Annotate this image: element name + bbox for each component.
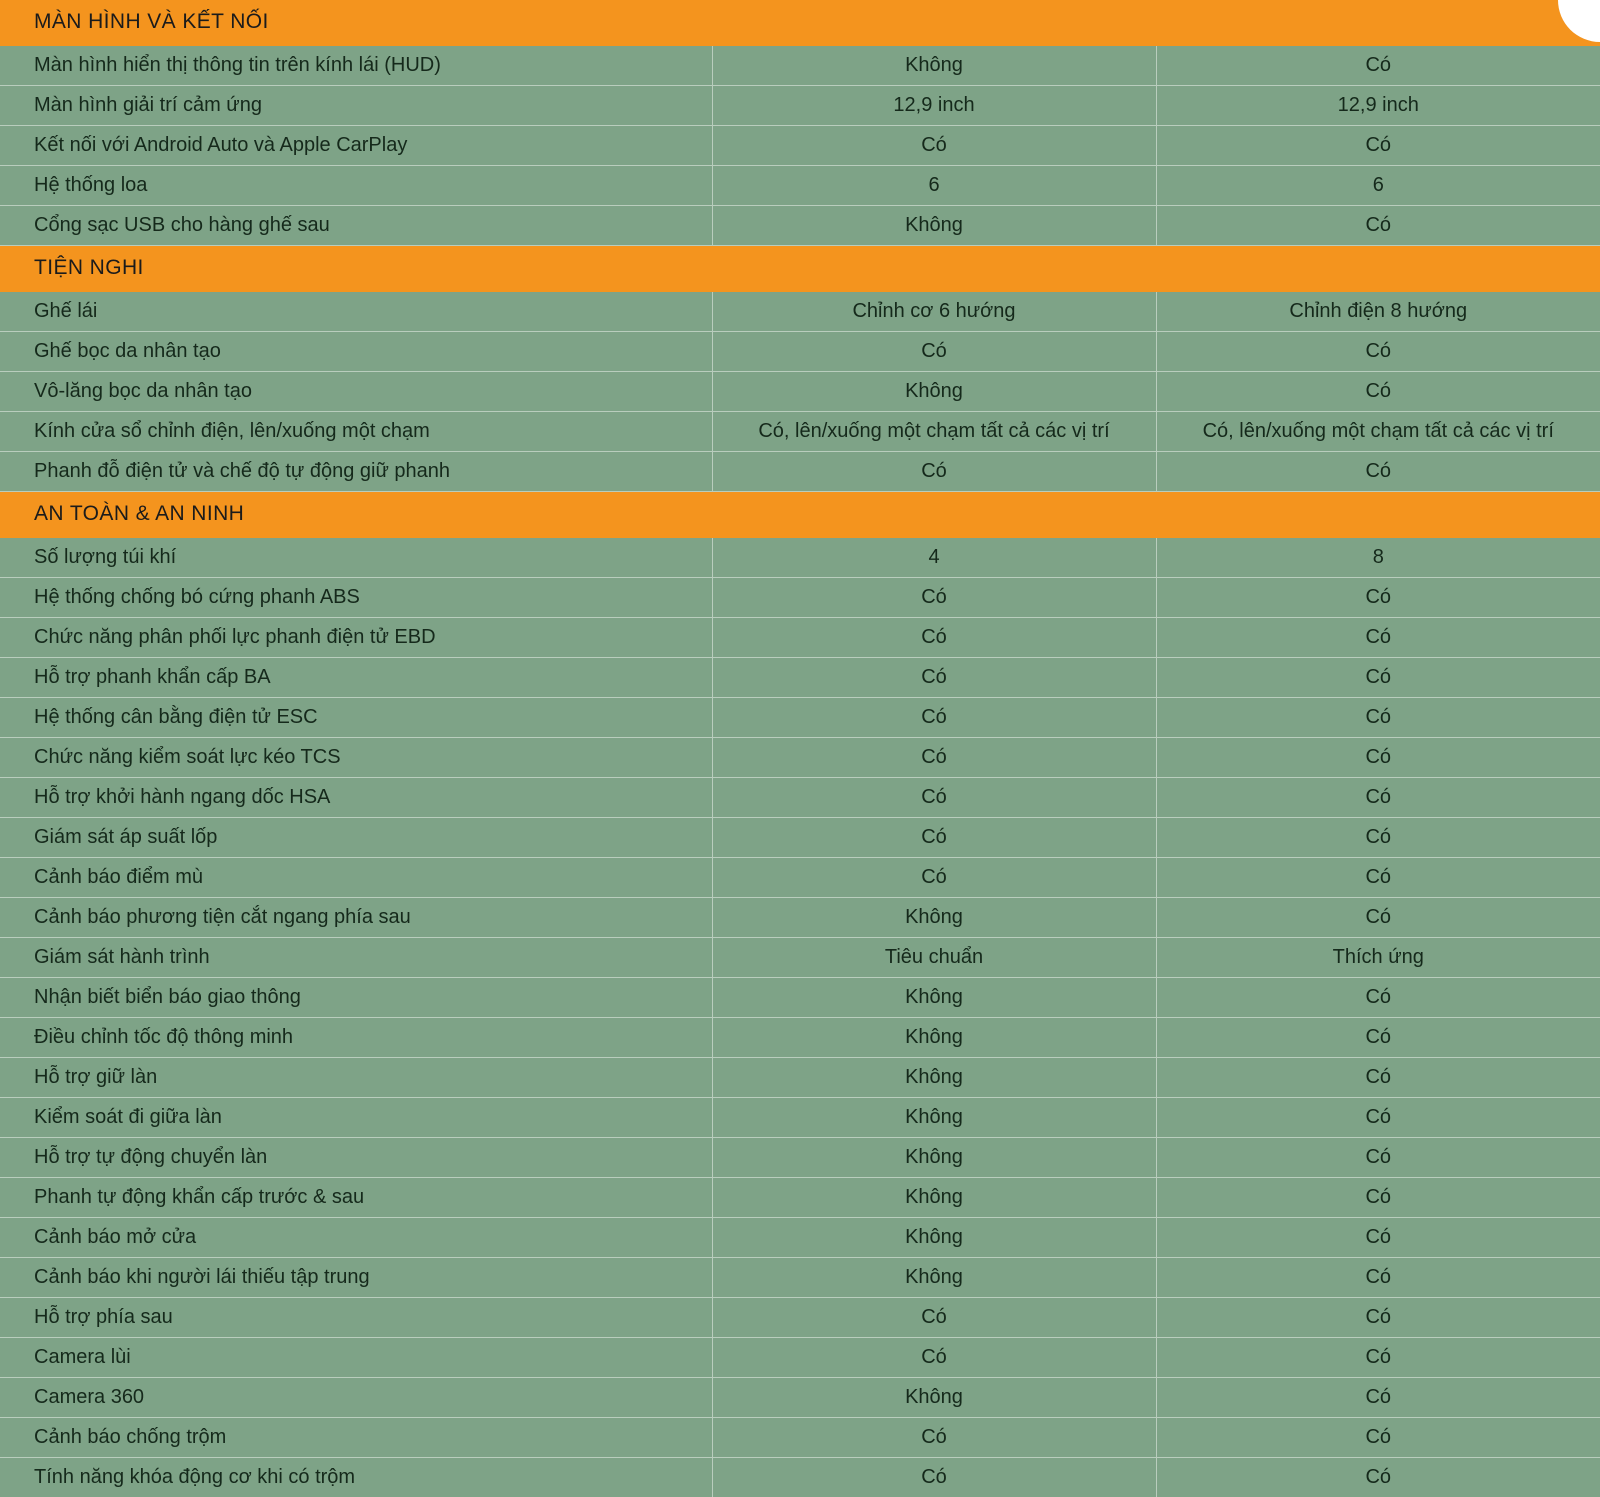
- section-heading-spacer: [712, 492, 1156, 539]
- variant-1-value: Không: [712, 1138, 1156, 1178]
- variant-1-value: Không: [712, 1058, 1156, 1098]
- feature-label: Kiểm soát đi giữa làn: [0, 1098, 712, 1138]
- feature-label: Cảnh báo phương tiện cắt ngang phía sau: [0, 898, 712, 938]
- table-row: [0, 578, 1600, 618]
- feature-label: Màn hình giải trí cảm ứng: [0, 86, 712, 126]
- variant-1-value: Không: [712, 1098, 1156, 1138]
- table-row: [0, 858, 1600, 898]
- variant-2-value: Có: [1156, 206, 1600, 246]
- table-row: [0, 452, 1600, 492]
- table-row: [0, 778, 1600, 818]
- variant-2-value: Có: [1156, 372, 1600, 412]
- variant-1-value: 4: [712, 538, 1156, 578]
- variant-1-value: Không: [712, 1258, 1156, 1298]
- variant-1-value: Có: [712, 778, 1156, 818]
- variant-2-value: Có: [1156, 1138, 1600, 1178]
- variant-1-value: Có: [712, 1338, 1156, 1378]
- feature-label: Hỗ trợ khởi hành ngang dốc HSA: [0, 778, 712, 818]
- table-row: [0, 938, 1600, 978]
- feature-label: Giám sát áp suất lốp: [0, 818, 712, 858]
- table-row: [0, 86, 1600, 126]
- variant-1-value: Có: [712, 618, 1156, 658]
- feature-label: Nhận biết biển báo giao thông: [0, 978, 712, 1018]
- feature-label: Hệ thống loa: [0, 166, 712, 206]
- table-row: [0, 1138, 1600, 1178]
- variant-1-value: Không: [712, 1018, 1156, 1058]
- feature-label: Cảnh báo chống trộm: [0, 1418, 712, 1458]
- variant-2-value: Có: [1156, 126, 1600, 166]
- variant-2-value: Có: [1156, 738, 1600, 778]
- variant-2-value: Có: [1156, 1418, 1600, 1458]
- section-heading-label: MÀN HÌNH VÀ KẾT NỐI: [0, 0, 712, 46]
- section-heading-spacer: [1156, 492, 1600, 539]
- table-row: [0, 372, 1600, 412]
- variant-1-value: Có: [712, 818, 1156, 858]
- feature-label: Cảnh báo điểm mù: [0, 858, 712, 898]
- table-row: [0, 1178, 1600, 1218]
- variant-1-value: 12,9 inch: [712, 86, 1156, 126]
- table-row: [0, 538, 1600, 578]
- variant-1-value: Không: [712, 898, 1156, 938]
- section-heading-spacer: [712, 0, 1156, 46]
- feature-label: Ghế lái: [0, 292, 712, 332]
- variant-2-value: Có: [1156, 658, 1600, 698]
- variant-1-value: Có: [712, 452, 1156, 492]
- variant-2-value: Có: [1156, 858, 1600, 898]
- variant-2-value: 6: [1156, 166, 1600, 206]
- variant-1-value: Có: [712, 1418, 1156, 1458]
- table-row: [0, 898, 1600, 938]
- variant-1-value: Không: [712, 206, 1156, 246]
- feature-label: Màn hình hiển thị thông tin trên kính lái (HUD): [0, 46, 712, 86]
- section-heading-row: [0, 246, 1600, 293]
- variant-2-value: Có: [1156, 452, 1600, 492]
- variant-2-value: Chỉnh điện 8 hướng: [1156, 292, 1600, 332]
- section-heading-row: [0, 0, 1600, 46]
- variant-2-value: Có: [1156, 1178, 1600, 1218]
- variant-2-value: 12,9 inch: [1156, 86, 1600, 126]
- table-row: [0, 1058, 1600, 1098]
- section-heading-spacer: [1156, 246, 1600, 293]
- table-row: [0, 1298, 1600, 1338]
- table-row: [0, 1218, 1600, 1258]
- feature-label: Hỗ trợ tự động chuyển làn: [0, 1138, 712, 1178]
- table-row: [0, 978, 1600, 1018]
- feature-label: Camera lùi: [0, 1338, 712, 1378]
- variant-2-value: Có: [1156, 818, 1600, 858]
- variant-1-value: Có, lên/xuống một chạm tất cả các vị trí: [712, 412, 1156, 452]
- table-row: [0, 698, 1600, 738]
- table-row: [0, 618, 1600, 658]
- table-row: [0, 1098, 1600, 1138]
- table-row: [0, 1378, 1600, 1418]
- table-row: [0, 206, 1600, 246]
- feature-label: Phanh tự động khẩn cấp trước & sau: [0, 1178, 712, 1218]
- feature-label: Tính năng khóa động cơ khi có trộm: [0, 1458, 712, 1497]
- table-row: [0, 412, 1600, 452]
- variant-2-value: Có: [1156, 1458, 1600, 1497]
- variant-2-value: 8: [1156, 538, 1600, 578]
- variant-1-value: Có: [712, 658, 1156, 698]
- variant-2-value: Có: [1156, 1338, 1600, 1378]
- variant-1-value: Có: [712, 698, 1156, 738]
- table-row: [0, 818, 1600, 858]
- variant-2-value: Có: [1156, 778, 1600, 818]
- section-heading-spacer: [712, 246, 1156, 293]
- variant-2-value: Có: [1156, 332, 1600, 372]
- variant-2-value: Có: [1156, 1298, 1600, 1338]
- variant-2-value: Có: [1156, 1058, 1600, 1098]
- feature-label: Giám sát hành trình: [0, 938, 712, 978]
- feature-label: Hệ thống chống bó cứng phanh ABS: [0, 578, 712, 618]
- feature-label: Chức năng kiểm soát lực kéo TCS: [0, 738, 712, 778]
- variant-2-value: Có: [1156, 1218, 1600, 1258]
- variant-2-value: Có: [1156, 978, 1600, 1018]
- section-heading-label: AN TOÀN & AN NINH: [0, 492, 712, 539]
- variant-2-value: Thích ứng: [1156, 938, 1600, 978]
- table-row: [0, 658, 1600, 698]
- feature-label: Vô-lăng bọc da nhân tạo: [0, 372, 712, 412]
- table-row: [0, 126, 1600, 166]
- feature-label: Chức năng phân phối lực phanh điện tử EBD: [0, 618, 712, 658]
- feature-label: Kính cửa sổ chỉnh điện, lên/xuống một chạm: [0, 412, 712, 452]
- variant-2-value: Có, lên/xuống một chạm tất cả các vị trí: [1156, 412, 1600, 452]
- variant-2-value: Có: [1156, 1378, 1600, 1418]
- variant-1-value: Chỉnh cơ 6 hướng: [712, 292, 1156, 332]
- section-heading-spacer: [1156, 0, 1600, 46]
- feature-label: Hệ thống cân bằng điện tử ESC: [0, 698, 712, 738]
- variant-1-value: Có: [712, 858, 1156, 898]
- variant-1-value: Không: [712, 46, 1156, 86]
- variant-2-value: Có: [1156, 898, 1600, 938]
- feature-label: Cổng sạc USB cho hàng ghế sau: [0, 206, 712, 246]
- feature-label: Hỗ trợ giữ làn: [0, 1058, 712, 1098]
- section-heading-row: [0, 492, 1600, 539]
- feature-label: Cảnh báo khi người lái thiếu tập trung: [0, 1258, 712, 1298]
- variant-2-value: Có: [1156, 1018, 1600, 1058]
- table-row: [0, 738, 1600, 778]
- feature-label: Kết nối với Android Auto và Apple CarPlay: [0, 126, 712, 166]
- variant-1-value: Không: [712, 372, 1156, 412]
- table-row: [0, 46, 1600, 86]
- feature-label: Số lượng túi khí: [0, 538, 712, 578]
- feature-label: Cảnh báo mở cửa: [0, 1218, 712, 1258]
- variant-1-value: 6: [712, 166, 1156, 206]
- feature-label: Hỗ trợ phía sau: [0, 1298, 712, 1338]
- table-row: [0, 1458, 1600, 1497]
- variant-2-value: Có: [1156, 1098, 1600, 1138]
- feature-label: Ghế bọc da nhân tạo: [0, 332, 712, 372]
- variant-1-value: Có: [712, 332, 1156, 372]
- variant-1-value: Không: [712, 978, 1156, 1018]
- variant-1-value: Có: [712, 126, 1156, 166]
- table-row: [0, 1018, 1600, 1058]
- table-row: [0, 1418, 1600, 1458]
- variant-1-value: Có: [712, 578, 1156, 618]
- table-row: [0, 332, 1600, 372]
- variant-1-value: Tiêu chuẩn: [712, 938, 1156, 978]
- variant-2-value: Có: [1156, 618, 1600, 658]
- variant-2-value: Có: [1156, 1258, 1600, 1298]
- feature-label: Phanh đỗ điện tử và chế độ tự động giữ phanh: [0, 452, 712, 492]
- variant-1-value: Không: [712, 1178, 1156, 1218]
- table-row: [0, 1338, 1600, 1378]
- table-row: [0, 292, 1600, 332]
- variant-1-value: Có: [712, 1458, 1156, 1497]
- variant-1-value: Không: [712, 1378, 1156, 1418]
- variant-1-value: Không: [712, 1218, 1156, 1258]
- variant-1-value: Có: [712, 1298, 1156, 1338]
- feature-label: Điều chỉnh tốc độ thông minh: [0, 1018, 712, 1058]
- table-row: [0, 1258, 1600, 1298]
- feature-label: Camera 360: [0, 1378, 712, 1418]
- section-heading-label: TIỆN NGHI: [0, 246, 712, 293]
- variant-1-value: Có: [712, 738, 1156, 778]
- feature-label: Hỗ trợ phanh khẩn cấp BA: [0, 658, 712, 698]
- table-row: [0, 166, 1600, 206]
- variant-2-value: Có: [1156, 698, 1600, 738]
- variant-2-value: Có: [1156, 46, 1600, 86]
- variant-2-value: Có: [1156, 578, 1600, 618]
